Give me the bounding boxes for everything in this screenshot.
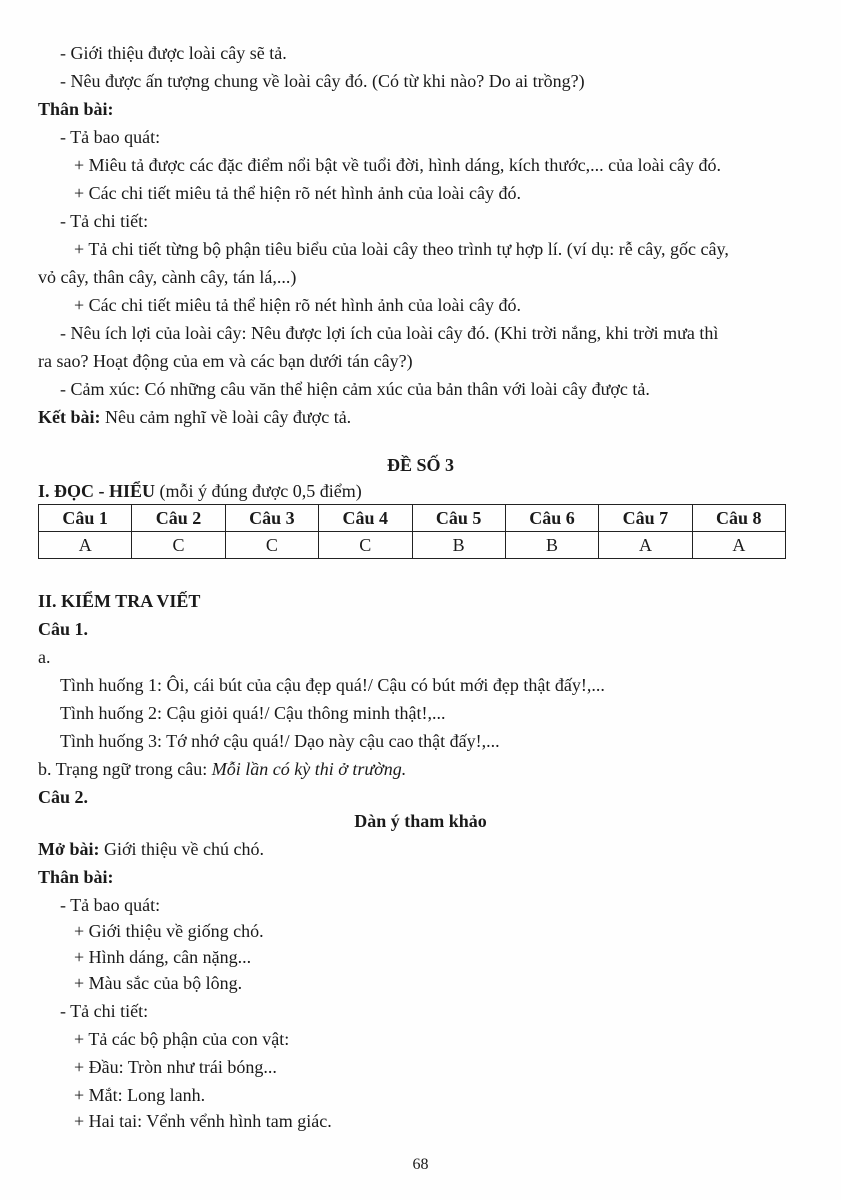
table-header-cell: Câu 1 [39,505,132,532]
page-number: 68 [412,1156,429,1173]
reading-heading-line [38,480,362,502]
reading-heading: I. ĐỌC - HIỂU [38,481,156,501]
text-line: + Tả các bộ phận của con vật: [74,1029,290,1049]
text-line: - Tả chi tiết: [60,211,149,231]
table-header-cell: Câu 5 [412,505,505,532]
table-cell: C [319,532,412,559]
text-line: + Đầu: Tròn như trái bóng... [74,1057,277,1077]
text-line: Tình huống 1: Ôi, cái bút của cậu đẹp quá!/ Cậu có bút mới đẹp thật đấy!,... [60,675,605,695]
text-line: Tình huống 2: Cậu giỏi quá!/ Cậu thông minh thật!,... [60,703,446,723]
text-line: + Hai tai: Vểnh vểnh hình tam giác. [74,1111,332,1131]
reading-note: (mỗi ý đúng được 0,5 điểm) [155,481,362,501]
answer-table [38,504,786,559]
table-cell: A [39,532,132,559]
text-line: + Miêu tả được các đặc điểm nổi bật về tuổi đời, hình dáng, kích thước,... của loài cây đó. [74,155,722,175]
answer-table-header-row [39,505,786,532]
text-line: + Tả chi tiết từng bộ phận tiêu biểu của loài cây theo trình tự hợp lí. (ví dụ: rễ cây, gốc cây, [74,239,729,259]
text-line: + Mắt: Long lanh. [74,1085,206,1105]
section-heading: Thân bài: [38,99,114,119]
question-label: Câu 1. [38,619,89,639]
table-header-cell: Câu 6 [505,505,598,532]
writing-heading: II. KIỂM TRA VIẾT [38,591,201,611]
text-line: - Tả bao quát: [60,895,161,915]
table-cell: B [505,532,598,559]
table-header-cell: Câu 7 [599,505,692,532]
text-line: - Tả chi tiết: [60,1001,149,1021]
question-label: Câu 2. [38,787,89,807]
mo-bai-label: Mở bài: [38,839,100,859]
text-line: + Các chi tiết miêu tả thể hiện rõ nét hình ảnh của loài cây đó. [74,295,522,315]
answer-table-row [39,532,786,559]
table-header-cell: Câu 8 [692,505,785,532]
text-line: + Màu sắc của bộ lông. [74,973,243,993]
text-line: ra sao? Hoạt động của em và các bạn dưới tán cây?) [38,351,413,371]
text-line: - Nêu được ấn tượng chung về loài cây đó. (Có từ khi nào? Do ai trồng?) [60,71,585,91]
text-line: + Hình dáng, cân nặng... [74,947,252,967]
ket-bai-line [38,406,351,428]
section-heading: Thân bài: [38,867,114,887]
outline-title: Dàn ý tham khảo [354,811,487,831]
table-header-cell: Câu 4 [319,505,412,532]
adverbial-text: Mỗi lần có kỳ thi ở trường. [211,759,407,779]
text-line: - Cảm xúc: Có những câu văn thể hiện cảm xúc của bản thân với loài cây được tả. [60,379,650,399]
adverbial-line [38,758,406,780]
table-cell: B [412,532,505,559]
table-cell: C [132,532,225,559]
table-cell: C [225,532,318,559]
text-line: + Các chi tiết miêu tả thể hiện rõ nét hình ảnh của loài cây đó. [74,183,522,203]
table-cell: A [599,532,692,559]
text-line: vỏ cây, thân cây, cành cây, tán lá,...) [38,267,297,287]
ket-bai-label: Kết bài: [38,407,101,427]
mo-bai-line [38,838,264,860]
mo-bai-text: Giới thiệu về chú chó. [99,839,264,859]
text-line: - Giới thiệu được loài cây sẽ tả. [60,43,287,63]
text-line: a. [38,647,51,667]
table-cell: A [692,532,785,559]
table-header-cell: Câu 3 [225,505,318,532]
text-line: - Nêu ích lợi của loài cây: Nêu được lợi ích của loài cây đó. (Khi trời nắng, khi trời mưa thì [60,323,719,343]
text-line: - Tả bao quát: [60,127,161,147]
table-header-cell: Câu 2 [132,505,225,532]
text-line: + Giới thiệu về giống chó. [74,921,264,941]
exam-title: ĐỀ SỐ 3 [386,455,455,475]
ket-bai-text: Nêu cảm nghĩ về loài cây được tả. [100,407,352,427]
adverbial-label: b. Trạng ngữ trong câu: [38,759,212,779]
text-line: Tình huống 3: Tớ nhớ cậu quá!/ Dạo này cậu cao thật đấy!,... [60,731,500,751]
